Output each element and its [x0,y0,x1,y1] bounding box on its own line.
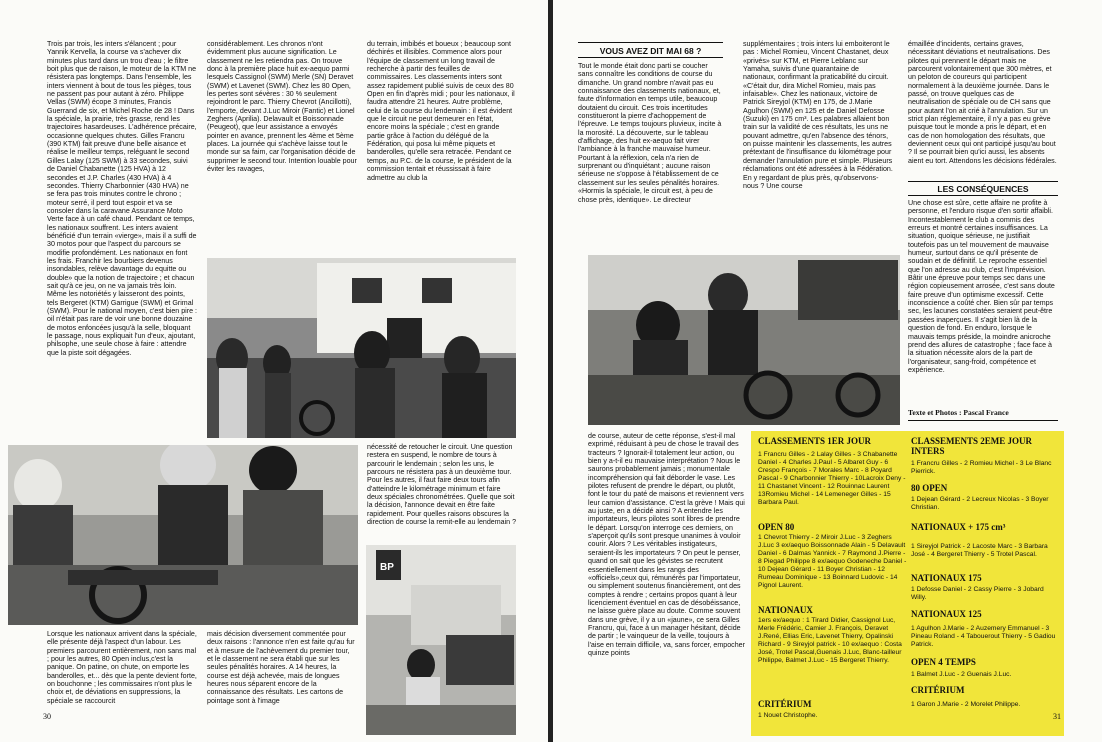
right-article-text-1: Tout le monde était donc parti se coucher sans connaître les conditions de course du dimanche. Un grand nombre n'avait pas eu connaissance des classements nationaux, et, faute d'information en temps utile, beaucoup doutaient du circuit. Ces trois incertitudes constitueront la pierre d'achoppement de l'épreuve. Le temps toujours pluvieux, incite à la morosité. La découverte, sur le tableau d'affichage, des huit ex-aequo fait virer l'ambiance à la franche mauvaise humeur. Pourtant à la réflexion, cela n'a rien de surprenant ou d'inquiétant ; aucune raison sérieuse ne s'oppose à l'établissement de ce classement sur les seules pénalités horaires. «Hormis la spéciale, le circuit est, à peu de chose près, identique». Le directeur [578,62,722,204]
results-nat175cc-title: NATIONAUX + 175 cm³ [911,522,1006,532]
results-day2-inters: 1 Francru Gilles - 2 Romieu Michel - 3 Le Blanc Pierrick. [911,460,1052,475]
left-column-3-lower [367,443,517,543]
section-title-mai68: VOUS AVEZ DIT MAI 68 ? [599,46,702,56]
left-page [0,0,548,742]
title-rule-bottom [578,57,723,58]
results-day2-title: CLASSEMENTS 2EME JOUR INTERS [911,436,1033,456]
right-bottom-column-1 [588,432,746,722]
results-nationaux: 1ers ex/aequo : 1 Tirard Didier, Cassignol Luc, Merle Frédéric, Camier J. François, Deravet J.René, Ellias Eric, Lavenet Thierry, Opalinski Richard - 9 Sireyjol patrick - 10 ex/aequo : Costa José, Trotel Pascal,Guenais J.Luc, Blanc-tailleur Philippe, Balmet J.Luc - 15 Bergeret Thierry. [758,617,902,664]
left-column-3 [367,40,517,255]
photo-petrol-station [366,545,516,735]
results-criterium2: 1 Garon J.Marie - 2 Morelet Philippe. [911,701,1021,708]
left-bottom-column-1 [47,630,197,730]
results-criterium1: 1 Nouet Christophe. [758,712,818,719]
svg-text:BP: BP [380,562,394,573]
section-title-consequences: LES CONSÉQUENCES [937,184,1029,194]
left-article-text-4: nécessité de retoucher le circuit. Une question restera en suspend, le nombre de tours à parcourir le lendemain ; selon les uns, le parcours ne résistera pas à un deuxième tour. Pour les autres, il faut faire deux tours afin d'atteindre le kilométrage minimum et faire deux spéciales chronométrées. Quelle que soit la décision, l'annonce devait en être faite rapidement. Pour quelles raisons obscures la direction de course la remit-elle au lendemain ? [367,443,517,527]
results-criterium2-title: CRITÉRIUM [911,685,965,695]
results-nat125-title: NATIONAUX 125 [911,609,982,619]
left-article-text-6: mais décision diversement commentée pour deux raisons : l'annonce n'en est faite qu'au fur et à mesure de l'achèvement du premier tour, et le classement ne sera établi que sur les seules pénalités horaires. A 14 heures, la course est déjà achevée, mais de longues heures nous séparent encore de la connaissance des résultats. Les cartons de pointage sont à l'image [207,630,355,705]
left-article-text-5: Lorsque les nationaux arrivent dans la spéciale, elle présente déjà l'aspect d'un labour. Les premiers parcourent entièrement, non sans mal ; pour les autres, 80 Open inclus,c'est la panique. On patine, on chute, on emporte les banderolles, et... dès que la pente devient forte, on bouchonne ; les commissaires n'ont plus le choix et, de déviations en suppressions, la spéciale se raccourcit [47,630,197,705]
results-day1-title: CLASSEMENTS 1ER JOUR [758,436,872,446]
right-article-text-3: émaillée d'incidents, certains graves, nécessitant déviations et neutralisations. Des pilotes qui prennent le départ mais ne parcourent volontairement que 300 mètres, et un peloton de coureurs qui participent normalement à la deuxième journée. Dans le passé, on trouve quelques cas de neutralisation de spéciale ou de CH sans que pour autant l'on ait crié à l'annulation. Sur un strict plan réglementaire, il n'y a pas eu grève puisque tout le monde a pris le départ, et en cas de non homologation des résultats, que deviennent ceux qui ont participé jusqu'au bout ? Il se pourrait bien qu'ici aussi, les absents aient eu tort. Attendons les décisions fédérales. [908,40,1057,165]
results-open4t-title: OPEN 4 TEMPS [911,657,976,667]
results-criterium1-title: CRITÉRIUM [758,699,812,709]
results-open80b: 1 Dejean Gérard - 2 Lecreux Nicolas - 3 Boyer Christian. [911,496,1049,511]
page-number-left: 30 [43,712,51,721]
results-open80-title: OPEN 80 [758,522,795,532]
right-column-1 [578,62,723,252]
results-box [751,431,1064,736]
right-column-3-lower [908,199,1058,401]
photo-spectators [207,258,516,438]
right-page [553,0,1102,742]
right-column-2 [743,40,893,252]
results-open4t: 1 Balmet J.Luc - 2 Guenais J.Luc. [911,671,1012,678]
right-column-3 [908,40,1058,180]
left-bottom-column-2 [207,630,357,730]
results-open80b-title: 80 OPEN [911,483,948,493]
consequences-rule-top [908,181,1058,182]
photo-rider-mud [588,255,900,425]
results-day1-inters: 1 Francru Gilles - 2 Lalay Gilles - 3 Chabanette Daniel - 4 Charles J.Paul - 5 Albaret Guy - 6 Crespo François - 7 Morales Marc - 8 Poyard Pascal - 9 Charbonnier Thierry - 10Lacroix Deny - 11 Chastanet Vincent - 12 Rouinnac Laurent 13Romieu Michel - 14 Lemeneger Gilles - 15 Barbara Paul. [758,451,906,506]
left-article-text-2: considérablement. Les chronos n'ont évidemment plus aucune signification. Le classement ne les retiendra pas. On trouve donc à la première place huit ex-aequo parmi lesquels Cassignol (SWM) Merle (SN) Deravet (SWM) et Lavenet (SWM). Chez les 80 Open, les pertes sont sévères : 30 % seulement rejoindront le parc. Thierry Chevrot (Ancillotti), l'emporte, devant J.Luc Miroir (Fantic) et Lionel Zeghers (Aprilia). Delavault et Boissonnade (Peugeot), que leur assistance a envoyés pointer en avance, prennent les 4ème et 5ème places. La journée qui s'achève laisse tout le monde sur sa faim, car l'organisation décide de supprimer le second tour. Intention louable pour éviter les ravages, [207,40,357,174]
credit-rule [908,420,1058,421]
results-nat125: 1 Agulhon J.Marie - 2 Auzemery Emmanuel - 3 Pineau Roland - 4 Tabouerout Thierry - 5 Gadiou Patrick. [911,625,1056,648]
results-nat175: 1 Defosse Daniel - 2 Cassy Pierre - 3 Jobard Willy. [911,586,1044,601]
results-nat175cc: 1 Sireyjol Patrick - 2 Lacoste Marc - 3 Barbara José - 4 Bergeret Thierry - 5 Trotel Pascal. [911,543,1048,558]
page-number-right: 31 [1053,712,1061,721]
photo-riders-pits [8,445,358,625]
consequences-rule-bottom [908,195,1058,196]
left-column-2 [207,40,357,255]
results-open80: 1 Chevrot Thierry - 2 Miroir J.Luc - 3 Zeghers J.Luc 3 ex/aequo Boissonnade Alain - 5 Delavault Daniel - 6 Dalmas Yannick - 7 Raymond J.Pierre - 8 Piegad Philippe 8 ex/aequo Godeneche Daniel - 10 Dejean Gérard - 11 Boyer Christian - 12 Rumeau Dominique - 13 Boinnard Ludovic - 14 Pignol Laurent. [758,534,907,589]
results-nationaux-title: NATIONAUX [758,605,813,615]
right-article-text-4: Une chose est sûre, cette affaire ne profite à personne, et l'enduro risque d'en sortir affaibli. Incontestablement le club a commis des erreurs et montré certaines insuffisances. La situation, quoique sérieuse, ne justifiait toutefois pas un tel mouvement de mauvaise humeur, surtout dans ce qu'il présente de soudain et de définitif. Le reproche essentiel que l'on adresse au club, c'est l'imprévision. Bâtir une épreuve pour temps sec dans une région copieusement arrosée, c'est sans doute faire preuve d'un optimisme excessif. Cette inconscience a coûté cher. Bien sûr par temps sec, les lacunes constatées seraient peut-être passées inaperçues. Il s'agit bien là de la question de fond. En enduro, lorsque le mauvais temps préside, la moindre anicroche prend des allures de catastrophe ; face face à la situation nécessite alors de la part de l'organisateur, sang-froid, compétence et expérience. [908,199,1055,374]
right-article-text-5: de course, auteur de cette réponse, s'est-il mal exprimé, réduisant à peu de chose le travail des tracteurs ? Ignorait-il totalement leur action, ou bien y a-t-il eu mauvaise interprétation ? Nous le saurons probablement jamais ; monumentale incompréhension qui fait déborder le vase. Les pilotes refusent de prendre le départ, ou plutôt, font le tour du paté de maisons et reviennent vers leur camion d'assistance. C'est la grève ! Mais qui au juste, en a décidé ainsi ? A entendre les importateurs, leurs pilotes sont libres de prendre le départ. Lorsqu'on interroge ces derniers, on s'aperçoit qu'ils sont presque unanimes à vouloir courir. Alors ? Les véritables instigateurs, seraient-ils les importateurs ? On peut le penser, quand on sait que les gévistes se recrutent essentiellement dans les rangs des «officiels»,ceux qui, rémunérés par l'importateur, ou simplement soutenus financièrement, ont des comptes à rendre ; certains propos quant à leur licenciement éventuel en cas de désobéissance, ne laisse guère place au doute. Comme souvent dans une grève, il y a un «jaune», ce sera Gilles Francru, qui, face à un manager hésitant, décide de partir ; le vainqueur de la veille, toujours à l'aise en terrain difficile, va, sans forcer, empocher quinze points [588,432,745,657]
results-nat175-title: NATIONAUX 175 [911,573,982,583]
title-rule-top [578,42,723,43]
right-article-text-2: supplémentaires ; trois inters lui emboiteront le pas : Michel Romieu, Vincent Chastanet, deux «privés» sur KTM, et Pierre Leblanc sur Yamaha, suivis d'une quarantaine de nationaux, confirmant la praticabilité du circuit. «C'était dur, dira Michel Romieu, mais pas infaisable». Chez les nationaux, victoire de Patrick Sireyjol (KTM) en 175, de J.Marie Agulhon (SWM) en 125 et de Daniel Defosse (Suzuki) en 175 cm³. Les palabres allaient bon train sur la validité de ces résultats, les uns ne pouvant admettre, qu'en l'absence des ténors, on puisse maintenir les classements, les autres prétextant de l'insuffisance du kilométrage pour demander l'annulation pure et simple. Plusieurs réclamations ont été adressées à la Fédération. En y regardant de plus près, qu'observons-nous ? Une course [743,40,893,190]
left-column-1 [47,40,197,430]
left-article-text-3: du terrain, imbibés et boueux ; beaucoup sont déchirés et illisibles. Commence alors pour l'équipe de classement un long travail de recherche à partir des feuilles de commissaires. Les classements inters sont assez rapidement publié suivis de ceux des 80 Open en fin d'après midi ; pour les nationaux, il faudra attendre 21 heures. Autre problème, celui de la course du lendemain : il est évident que le circuit ne peut demeurer en l'état, encore moins la spéciale ; c'est en grande partie grâce à l'action du délégué de la Fédération, qui posa lui même piquets et banderolles, qu'elle sera retracée. Pendant ce temps, au P.C. de la course, le président de la commission tentait et réussissait à faire admettre au club la [367,40,515,182]
left-article-text-1: Trois par trois, les inters s'élancent ; pour Yannik Kervella, la course va s'achever dix minutes plus tard dans un trou d'eau ; le filtre boit plus que de raison, le moteur de la KTM ne résistera pas longtemps. Dans l'ensemble, les inters viennent à bout de tous les pièges, tous ne passent pas pour autant à zéro. Philippe Vellas (SWM) écope 3 minutes, Francis Guerrand de six, et Michel Roche de 28 ! Dans la spéciale, la prairie, très grasse, rend les trajectoires hasardeuses. L'adhérence précaire, occasionne quelques chutes. Gilles Francru (390 KTM) fait preuve d'une belle aisance et réalise le meilleur temps, reléguant le second Gilles Lalay (125 SWM) à 33 secondes, suivi de Daniel Chabanette (125 HVA) à 12 secondes et J.P. Charles (430 HVA) à 4 secondes. Thierry Charbonnier (430 HVA) ne se fera pas trois minutes contre le chrono ; moteur serré, il perd tout espoir et va se consoler dans la caravane Assurance Moto Verte face à un café chaud. Pendant ce temps, les nationaux souffrent. Les inters avaient bénéficié d'un terrain «vierge», mais il a suffi de 30 motos pour que l'aspect du parcours se modifie profondément. Les nationaux en font les frais. Franchir les bourbiers devenus insondables, relève davantage du equitte ou double» que la notion de trajectoire ; et chacun sait qu'à ce jeu, on ne va jamais très loin. Même les notoriétés y laisseront des points, tels Bergeret (KTM) Garrigue (SWM) et Grimal (SWM). Pour le national moyen, c'est bien pire : oil n'était pas rare de voir une bonne douzaine de motos enfoncées jusqu'à la selle, bloquant le passage, nous expliquait l'un d'eux, ajoutant, philsophe, une seule chose à faire : attendre que la piste soit dégagées. [47,40,197,357]
photo-credit: Texte et Photos : Pascal France [908,408,1009,417]
